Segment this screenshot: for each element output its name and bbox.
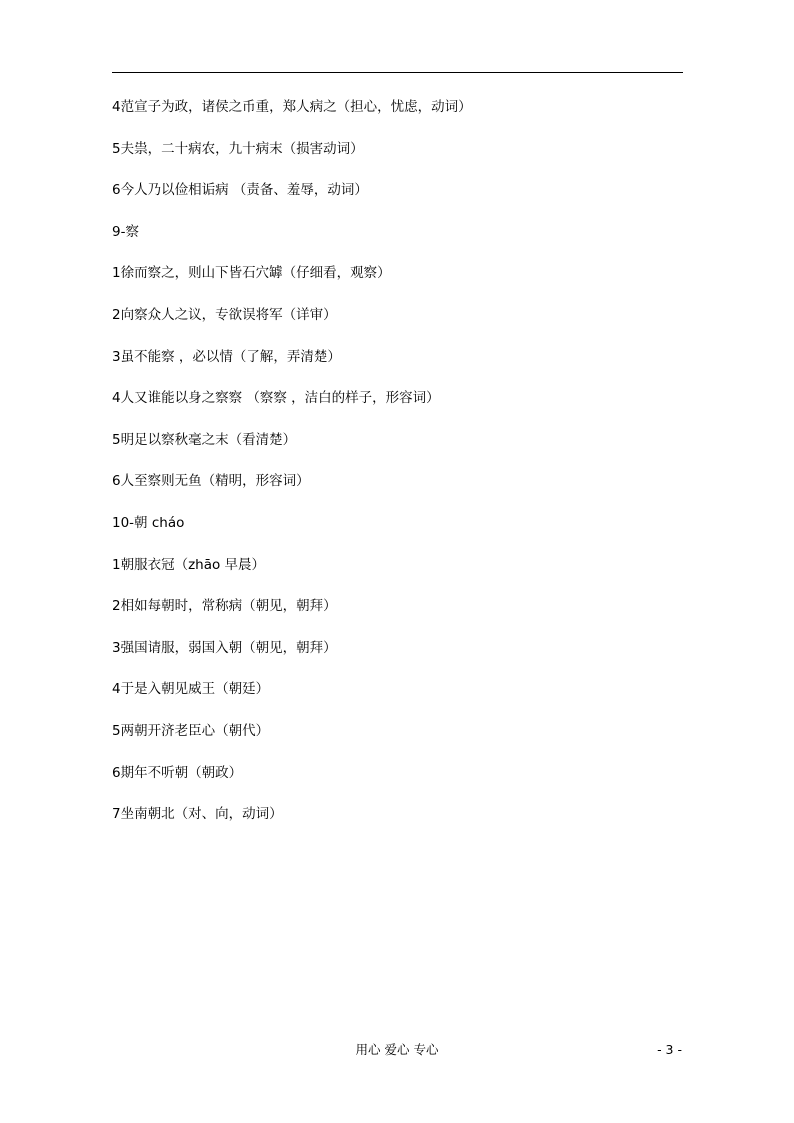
page-number: - 3 -: [657, 1042, 682, 1057]
section-heading: 9-察: [112, 223, 139, 240]
text-line: 5明足以察秋毫之末（看清楚）: [112, 431, 297, 448]
text-line: 1朝服衣冠（zhāo 早晨）: [112, 556, 266, 573]
text-line: 4人又谁能以身之察察 （察察 ，洁白的样子，形容词）: [112, 390, 440, 407]
text-line: 3虽不能察 ，必以情（了解，弄清楚）: [112, 348, 341, 365]
text-line: 4于是入朝见威王（朝廷）: [112, 681, 270, 698]
footer-motto: 用心 爱心 专心: [355, 1042, 439, 1057]
text-line: 1徐而察之，则山下皆石穴罅（仔细看，观察）: [112, 265, 391, 282]
document-body: [112, 97, 683, 846]
text-line: 4范宣子为政，诸侯之币重，郑人病之（担心，忧虑，动词）: [112, 99, 472, 115]
text-line: 5夫祟，二十病农，九十病末（损害动词）: [112, 140, 364, 157]
text-line: 5两朝开济老臣心（朝代）: [112, 722, 270, 739]
text-line: 2向察众人之议，专欲误将军（详审）: [112, 306, 337, 323]
text-line: 6人至察则无鱼（精明，形容词）: [112, 473, 310, 490]
text-line: 6期年不听朝（朝政）: [112, 764, 243, 781]
text-line: 3强国请服，弱国入朝（朝见，朝拜）: [112, 639, 337, 656]
text-line: 6今人乃以俭相诟病 （责备、羞辱，动词）: [112, 182, 368, 199]
text-line: 2相如每朝时，常称病（朝见，朝拜）: [112, 598, 337, 615]
header-rule: [112, 72, 683, 73]
section-heading: 10-朝 cháo: [112, 514, 185, 531]
text-line: 7坐南朝北（对、向，动词）: [112, 806, 283, 823]
